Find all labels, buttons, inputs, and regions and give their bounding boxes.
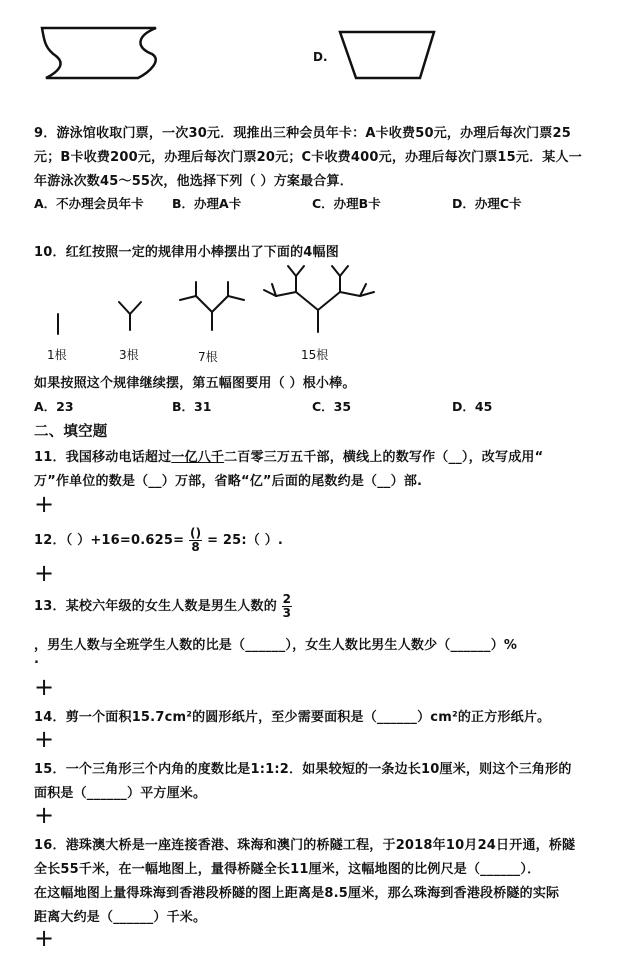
q9-option-c: C．办理B卡 — [312, 196, 381, 211]
q15-line2: 面积是（______）平方厘米。 — [34, 786, 207, 801]
plus-icon-1: + — [34, 490, 55, 518]
q10-option-a: A．23 — [34, 399, 74, 414]
plus-icon-4: + — [34, 725, 55, 753]
q16-line3: 在这幅地图上量得珠海到香港段桥隧的图上距离是8.5厘米，那么珠海到香港段桥隧的实际 — [34, 886, 560, 901]
plus-icon-2: + — [34, 559, 55, 587]
q9-line1: 9．游泳馆收取门票，一次30元．现推出三种会员年卡：A卡收费50元，办理后每次门票25 — [34, 126, 571, 141]
q11-line2: 万”作单位的数是（__）万部，省略“亿”后面的尾数约是（__）部. — [34, 474, 423, 489]
option-d-label: D. — [313, 50, 328, 64]
q12-part-b: = 25:（ ）. — [207, 533, 284, 548]
section-title: 二、填空题 — [34, 424, 108, 440]
figure-label-1: 1根 — [47, 348, 67, 362]
q9-line2: 元；B卡收费200元，办理后每次门票20元；C卡收费400元，办理后每次门票15元．某人一 — [34, 150, 582, 165]
q12-line — [34, 527, 283, 554]
q13-line1-text: 13．某校六年级的女生人数是男生人数的 — [34, 599, 277, 614]
q9-option-b: B．办理A卡 — [172, 196, 242, 211]
q11-line1-b: 二百零三万五千部，横线上的数写作（__），改写成用“ — [224, 450, 544, 465]
q13-line1 — [34, 593, 292, 620]
figure-label-3: 7根 — [198, 350, 218, 364]
q16-line4: 距离大约是（______）千米。 — [34, 910, 207, 925]
q10-option-b: B．31 — [172, 399, 212, 414]
wavy-shape-figure — [38, 22, 168, 84]
plus-icon-6: + — [34, 924, 55, 952]
stick-figures — [30, 262, 390, 342]
q13-fraction-denominator: 3 — [282, 606, 292, 620]
q12-part-a: 12．（ ）+16=0.625= — [34, 533, 185, 548]
q13-line3: . — [34, 652, 40, 667]
q10-line1: 10．红红按照一定的规律用小棒摆出了下面的4幅图 — [34, 245, 339, 260]
plus-icon-5: + — [34, 801, 55, 829]
q9-line3: 年游泳次数45～55次，他选择下列（ ）方案最合算． — [34, 174, 353, 189]
q11-line1-a: 11．我国移动电话超过 — [34, 450, 172, 465]
q13-line2: ，男生人数与全班学生人数的比是（______），女生人数比男生人数少（______）% — [34, 638, 518, 653]
q12-fraction-numerator: () — [189, 526, 202, 540]
q14-line1: 14．剪一个面积15.7cm²的圆形纸片，至少需要面积是（______）cm²的正方形纸片。 — [34, 710, 551, 725]
q10-option-c: C．35 — [312, 399, 352, 414]
plus-icon-3: + — [34, 673, 55, 701]
q16-line2: 全长55千米，在一幅地图上，量得桥隧全长11厘米，这幅地图的比例尺是（______）． — [34, 862, 541, 877]
q9-option-d: D．办理C卡 — [452, 196, 522, 211]
figure-label-4: 15根 — [301, 348, 329, 362]
q12-fraction-denominator: 8 — [191, 540, 200, 554]
q12-fraction — [189, 527, 202, 554]
q10-option-d: D．45 — [452, 399, 493, 414]
q11-line1 — [34, 446, 543, 465]
q16-line1: 16．港珠澳大桥是一座连接香港、珠海和澳门的桥隧工程，于2018年10月24日开通，桥隧 — [34, 838, 576, 853]
q10-line2: 如果按照这个规律继续摆，第五幅图要用（ ）根小棒。 — [34, 376, 356, 391]
trapezoid-figure — [336, 26, 440, 84]
q9-option-a: A．不办理会员年卡 — [34, 196, 144, 211]
figure-label-2: 3根 — [119, 348, 139, 362]
q15-line1: 15．一个三角形三个内角的度数比是1:1:2．如果较短的一条边长10厘米，则这个三角形的 — [34, 762, 572, 777]
q13-fraction-numerator: 2 — [282, 592, 292, 606]
q13-fraction — [282, 593, 293, 620]
q11-underlined-text: 一亿八千 — [171, 450, 225, 465]
